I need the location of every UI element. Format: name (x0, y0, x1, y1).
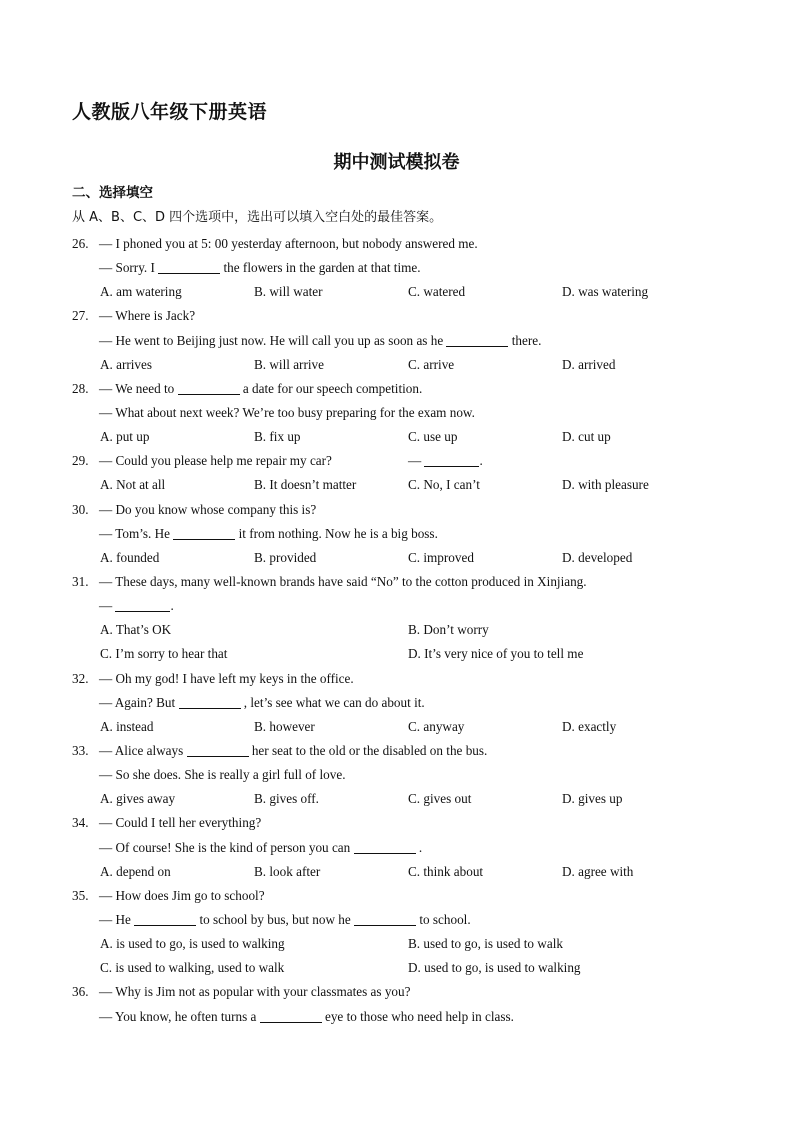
question-number: 31. (72, 573, 89, 589)
question-response: — Again? But , let’s see what we can do about it. (99, 694, 425, 710)
option-b[interactable]: B. gives off. (254, 791, 319, 807)
answer-blank (354, 911, 416, 926)
exam-title: 期中测试模拟卷 (333, 152, 460, 173)
answer-blank (260, 1008, 322, 1023)
question-35 (72, 884, 732, 908)
question-33 (72, 739, 732, 763)
option-c[interactable]: C. No, I can’t (408, 477, 480, 493)
question-number: 35. (72, 887, 89, 903)
question-31 (72, 570, 732, 594)
question-number: 33. (72, 742, 89, 758)
question-response: — He went to Beijing just now. He will call you up as soon as he there. (99, 332, 542, 348)
question-response: — . (99, 598, 174, 614)
question-response: — Tom’s. He it from nothing. Now he is a big boss. (99, 525, 438, 541)
option-d[interactable]: D. was watering (562, 284, 649, 300)
question-prompt: — These days, many well-known brands have said “No” to the cotton produced in Xinjiang. (99, 573, 587, 589)
question-response: — . (408, 453, 483, 469)
question-number: 32. (72, 670, 89, 686)
option-a[interactable]: A. arrives (100, 356, 152, 372)
option-b[interactable]: B. It doesn’t matter (254, 477, 357, 493)
question-response: — You know, he often turns a eye to those who need help in class. (99, 1008, 514, 1024)
answer-options (72, 546, 732, 570)
question-32 (72, 667, 732, 691)
option-a[interactable]: A. That’s OK (100, 622, 172, 638)
option-a[interactable]: A. is used to go, is used to walking (100, 936, 285, 952)
option-d[interactable]: D. developed (562, 549, 633, 565)
question-prompt: — How does Jim go to school? (99, 887, 265, 903)
answer-blank (178, 380, 240, 395)
answer-blank (187, 742, 249, 757)
option-d[interactable]: D. agree with (562, 863, 634, 879)
answer-blank (179, 694, 241, 709)
question-29 (72, 449, 732, 473)
option-b[interactable]: B. will water (254, 284, 323, 300)
question-number: 27. (72, 308, 89, 324)
question-number: 30. (72, 501, 89, 517)
option-c[interactable]: C. improved (408, 549, 474, 565)
option-c[interactable]: C. think about (408, 863, 484, 879)
answer-options (72, 642, 732, 666)
answer-blank (173, 525, 235, 540)
question-number: 34. (72, 815, 89, 831)
option-d[interactable]: D. exactly (562, 718, 617, 734)
option-a[interactable]: A. am watering (100, 284, 182, 300)
option-d[interactable]: D. used to go, is used to walking (408, 960, 581, 976)
option-a[interactable]: A. depend on (100, 863, 171, 879)
answer-blank (446, 332, 508, 347)
answer-options (72, 787, 732, 811)
question-prompt: — Where is Jack? (99, 308, 196, 324)
answer-options (72, 932, 732, 956)
option-c[interactable]: C. use up (408, 429, 458, 445)
option-d[interactable]: D. It’s very nice of you to tell me (408, 646, 584, 662)
question-prompt: — Why is Jim not as popular with your classmates as you? (99, 984, 411, 1000)
question-response: — Sorry. I the flowers in the garden at that time. (99, 260, 421, 276)
answer-blank (354, 839, 416, 854)
question-number: 26. (72, 236, 89, 251)
option-d[interactable]: D. gives up (562, 791, 623, 807)
question-30 (72, 498, 732, 522)
question-prompt: — Oh my god! I have left my keys in the office. (99, 670, 354, 686)
option-d[interactable]: D. cut up (562, 429, 611, 445)
option-b[interactable]: B. will arrive (254, 356, 324, 372)
answer-options (72, 353, 732, 377)
question-prompt: — I phoned you at 5: 00 yesterday afternoon, but nobody answered me. (99, 236, 478, 251)
question-response: — So she does. She is really a girl full of love. (99, 767, 346, 783)
question-prompt: — Alice always her seat to the old or the disabled on the bus. (99, 742, 488, 758)
answer-blank (158, 259, 220, 274)
answer-options (72, 280, 732, 304)
answer-blank (115, 597, 170, 612)
question-response: — He to school by bus, but now he to school. (99, 911, 471, 927)
question-number: 28. (72, 380, 89, 396)
answer-options (72, 425, 732, 449)
answer-options (72, 715, 732, 739)
option-a[interactable]: A. instead (100, 718, 154, 734)
question-list (72, 232, 732, 1029)
question-response: — What about next week? We’re too busy preparing for the exam now. (99, 404, 475, 420)
option-b[interactable]: B. Don’t worry (408, 622, 489, 638)
answer-options (72, 956, 732, 980)
option-c[interactable]: C. gives out (408, 791, 472, 807)
question-34 (72, 811, 732, 835)
option-c[interactable]: C. watered (408, 284, 466, 300)
answer-options (72, 860, 732, 884)
answer-blank (134, 911, 196, 926)
option-c[interactable]: C. is used to walking, used to walk (100, 960, 285, 976)
question-26 (72, 232, 732, 256)
question-prompt: — We need to a date for our speech competition. (99, 380, 423, 396)
option-d[interactable]: D. with pleasure (562, 477, 649, 493)
option-c[interactable]: C. anyway (408, 718, 465, 734)
option-b[interactable]: B. look after (254, 863, 321, 879)
option-a[interactable]: A. founded (100, 549, 160, 565)
answer-blank (424, 452, 479, 467)
option-d[interactable]: D. arrived (562, 356, 616, 372)
question-response: — Of course! She is the kind of person you can . (99, 839, 423, 855)
section-instruction: 从 A、B、C、D 四个选项中，选出可以填入空白处的最佳答案。 (72, 210, 443, 225)
section-heading: 二、选择填空 (72, 185, 153, 201)
question-28 (72, 377, 732, 401)
option-a[interactable]: A. gives away (100, 791, 176, 807)
question-prompt: — Could I tell her everything? (99, 815, 262, 831)
document-title: 人教版八年级下册英语 (72, 101, 268, 123)
question-27 (72, 304, 732, 328)
option-a[interactable]: A. put up (100, 429, 150, 445)
option-b[interactable]: B. however (254, 718, 315, 734)
option-c[interactable]: C. I’m sorry to hear that (100, 646, 228, 662)
question-number: 36. (72, 984, 89, 1000)
question-number: 29. (72, 453, 89, 469)
question-prompt: — Do you know whose company this is? (99, 501, 317, 517)
option-b[interactable]: B. provided (254, 549, 317, 565)
option-a[interactable]: A. Not at all (100, 477, 166, 493)
option-b[interactable]: B. used to go, is used to walk (408, 936, 563, 952)
question-prompt: — Could you please help me repair my car? (99, 453, 332, 469)
answer-options (72, 618, 732, 642)
question-36 (72, 980, 732, 1004)
option-b[interactable]: B. fix up (254, 429, 301, 445)
answer-options (72, 473, 732, 497)
option-c[interactable]: C. arrive (408, 356, 455, 372)
